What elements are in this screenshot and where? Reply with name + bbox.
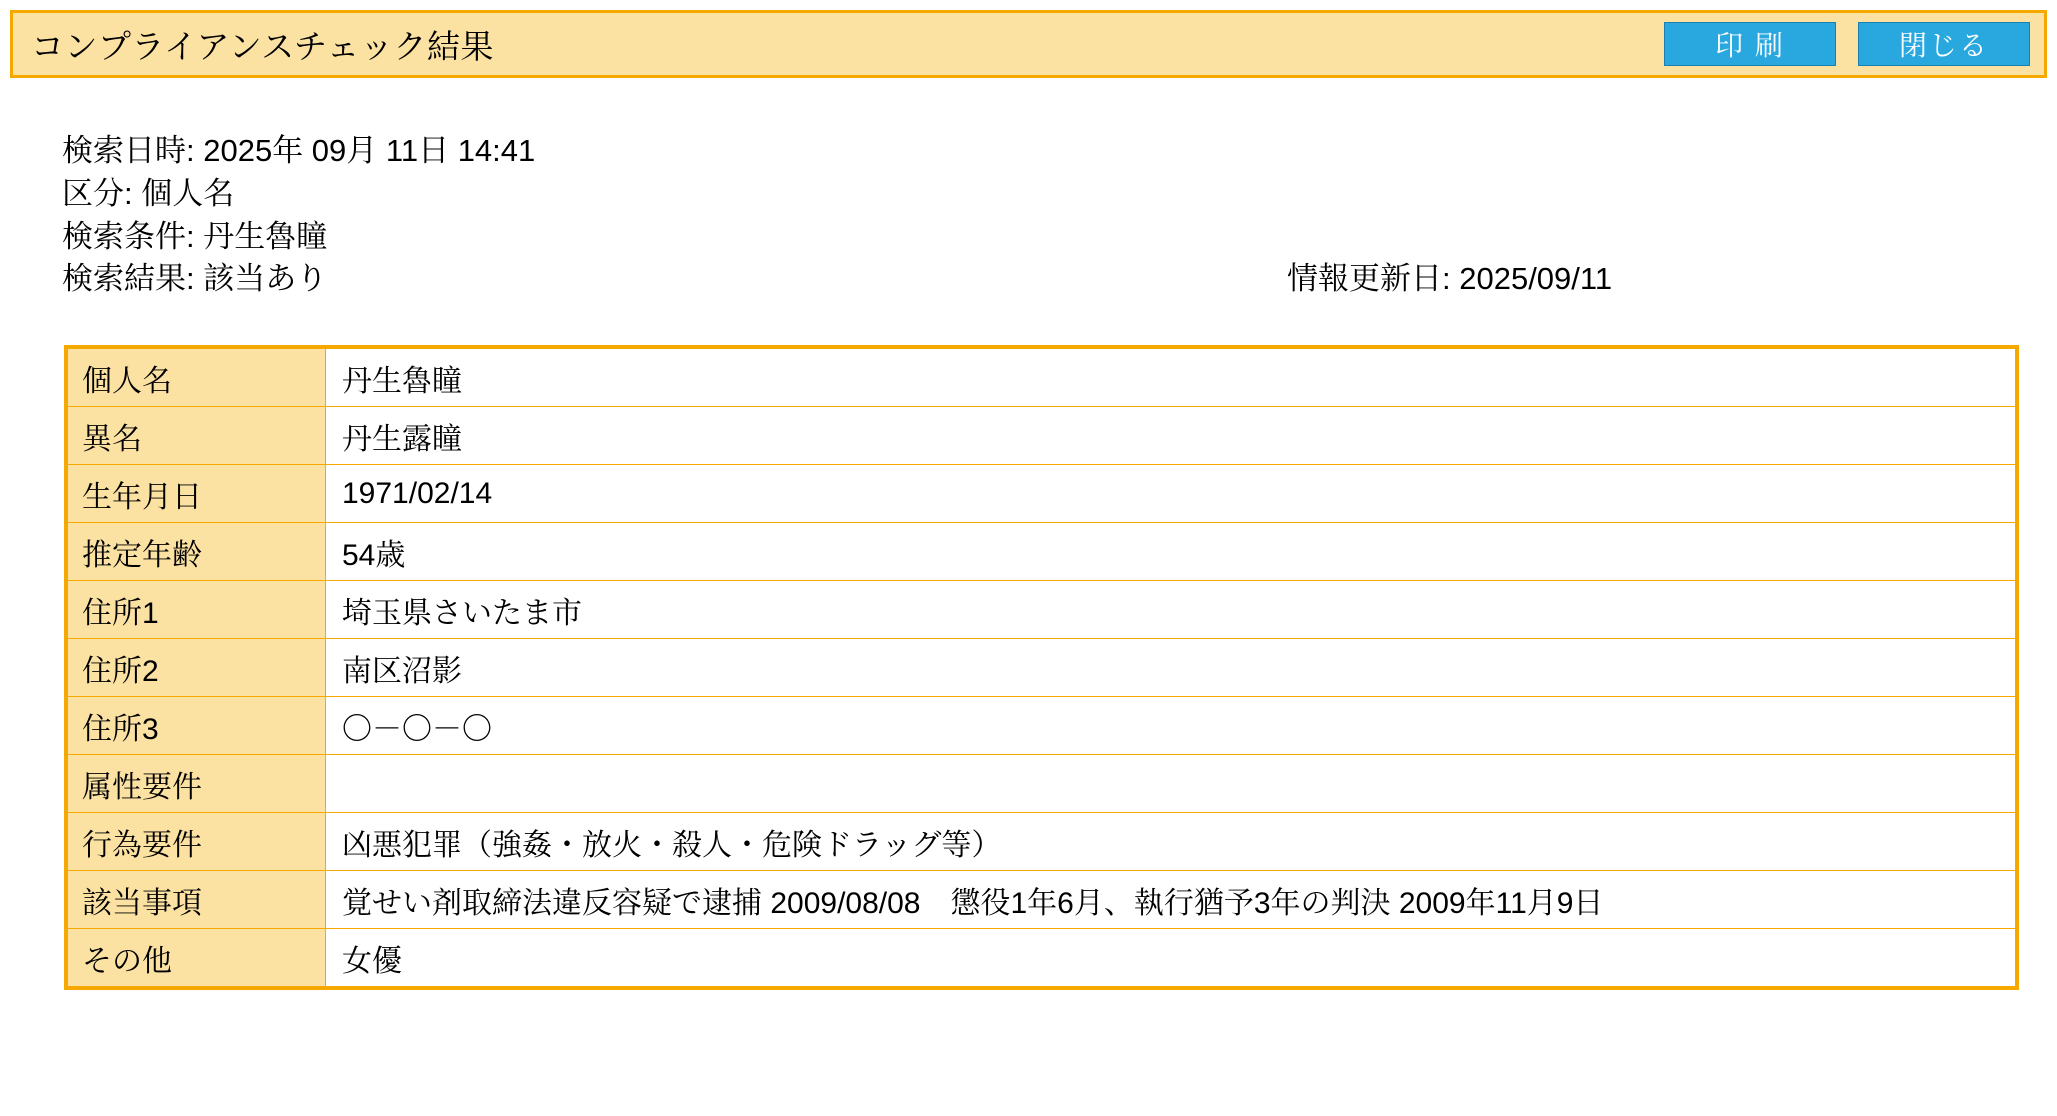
- row-value: 丹生魯瞳: [326, 349, 2016, 407]
- table-row: [68, 697, 2016, 755]
- row-value: 丹生露瞳: [326, 407, 2016, 465]
- table-row: [68, 581, 2016, 639]
- row-value: 南区沼影: [326, 639, 2016, 697]
- table-row: [68, 465, 2016, 523]
- table-row: [68, 929, 2016, 987]
- row-value: 54歳: [326, 523, 2016, 581]
- search-category: 区分: 個人名: [62, 175, 235, 211]
- result-table-body: [68, 349, 2016, 987]
- row-label: 行為要件: [68, 813, 326, 871]
- window-titlebar: [10, 10, 2047, 78]
- row-value: 凶悪犯罪（強姦・放火・殺人・危険ドラッグ等）: [326, 813, 2016, 871]
- titlebar-actions: [1664, 22, 2030, 66]
- search-result: 検索結果: 該当あり: [62, 261, 328, 297]
- row-label: 推定年齢: [68, 523, 326, 581]
- print-button[interactable]: 印 刷: [1664, 22, 1836, 66]
- table-row: [68, 639, 2016, 697]
- search-datetime: 検索日時: 2025年 09月 11日 14:41: [62, 133, 536, 168]
- row-value: 1971/02/14: [326, 465, 2016, 523]
- information-updated-date: 情報更新日: 2025/09/11: [1287, 261, 1613, 297]
- row-label: 個人名: [68, 349, 326, 407]
- result-table: [67, 348, 2016, 987]
- page-title: コンプライアンスチェック結果: [31, 27, 495, 65]
- search-condition: 検索条件: 丹生魯瞳: [62, 218, 328, 254]
- row-label: その他: [68, 929, 326, 987]
- row-label: 該当事項: [68, 871, 326, 929]
- search-summary: [62, 130, 1922, 301]
- row-value: 〇－〇－〇: [326, 697, 2016, 755]
- row-label: 属性要件: [68, 755, 326, 813]
- row-label: 住所2: [68, 639, 326, 697]
- table-row: [68, 407, 2016, 465]
- table-row: [68, 349, 2016, 407]
- row-label: 住所1: [68, 581, 326, 639]
- row-value: [326, 755, 2016, 813]
- row-label: 異名: [68, 407, 326, 465]
- search-result-row: [62, 258, 1922, 301]
- result-table-wrapper: [64, 345, 2019, 990]
- row-value: 女優: [326, 929, 2016, 987]
- table-row: [68, 813, 2016, 871]
- row-label: 生年月日: [68, 465, 326, 523]
- row-label: 住所3: [68, 697, 326, 755]
- row-value: 埼玉県さいたま市: [326, 581, 2016, 639]
- close-button[interactable]: 閉じる: [1858, 22, 2030, 66]
- table-row: [68, 871, 2016, 929]
- table-row: [68, 523, 2016, 581]
- row-value: 覚せい剤取締法違反容疑で逮捕 2009/08/08 懲役1年6月、執行猶予3年の判決 2009年11月9日: [326, 871, 2016, 929]
- table-row: [68, 755, 2016, 813]
